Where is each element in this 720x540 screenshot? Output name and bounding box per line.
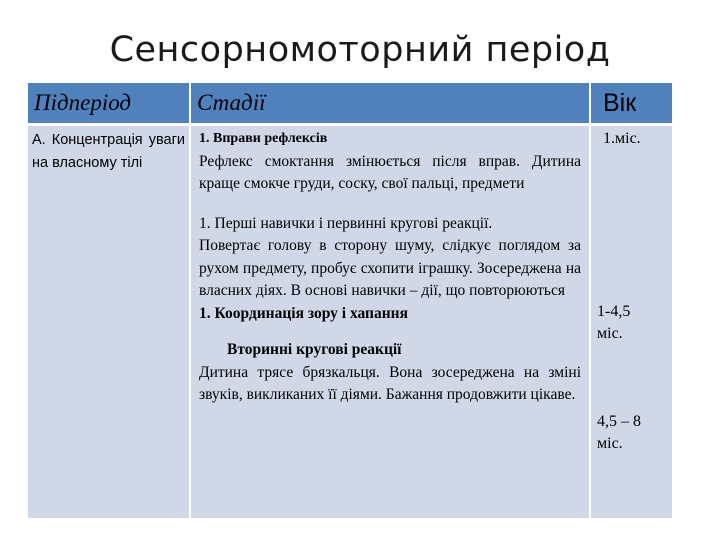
stages-cell bbox=[190, 125, 590, 518]
table-header-row bbox=[28, 83, 672, 125]
header-subperiod: Підперіод bbox=[28, 83, 190, 125]
table-row bbox=[28, 125, 672, 518]
stage-4-heading: Вторинні кругові реакції bbox=[227, 341, 402, 358]
slide-title: Сенсорномоторний період bbox=[109, 30, 611, 70]
header-age: Вік bbox=[590, 83, 672, 125]
header-stages: Стадії bbox=[190, 83, 590, 125]
subperiod-cell: А. Концентрація уваги на власному тілі bbox=[28, 125, 190, 518]
age-stage-4: 4,5 – 8 міс. bbox=[597, 412, 641, 452]
stage-1-heading: 1. Вправи рефлексів bbox=[199, 131, 328, 146]
stage-2-text: Повертає голову в сторону шуму, слідкує поглядом за рухом предмету, пробує схопити іграшку. Зосереджена на власних діях. В основі навички – дії, що повторюються bbox=[199, 237, 581, 299]
age-cell bbox=[590, 125, 672, 518]
stage-2-heading: 1. Перші навички і первинні кругові реакції. bbox=[199, 214, 493, 232]
age-stage-2: 1-4,5 міс. bbox=[597, 302, 631, 342]
stage-1-text: Рефлекс смоктання змінюється після вправ. Дитина краще смокче груди, соску, свої пальці, предмети bbox=[199, 152, 581, 192]
age-stage-1: 1.міс. bbox=[603, 130, 641, 147]
stage-3-heading: 1. Координація зору і хапання bbox=[199, 304, 408, 322]
periods-table bbox=[28, 83, 672, 518]
stage-4-text: Дитина трясе брязкальця. Вона зосереджена на зміні звуків, викликаних її діями. Бажання продовжити цікаве. bbox=[199, 363, 581, 403]
